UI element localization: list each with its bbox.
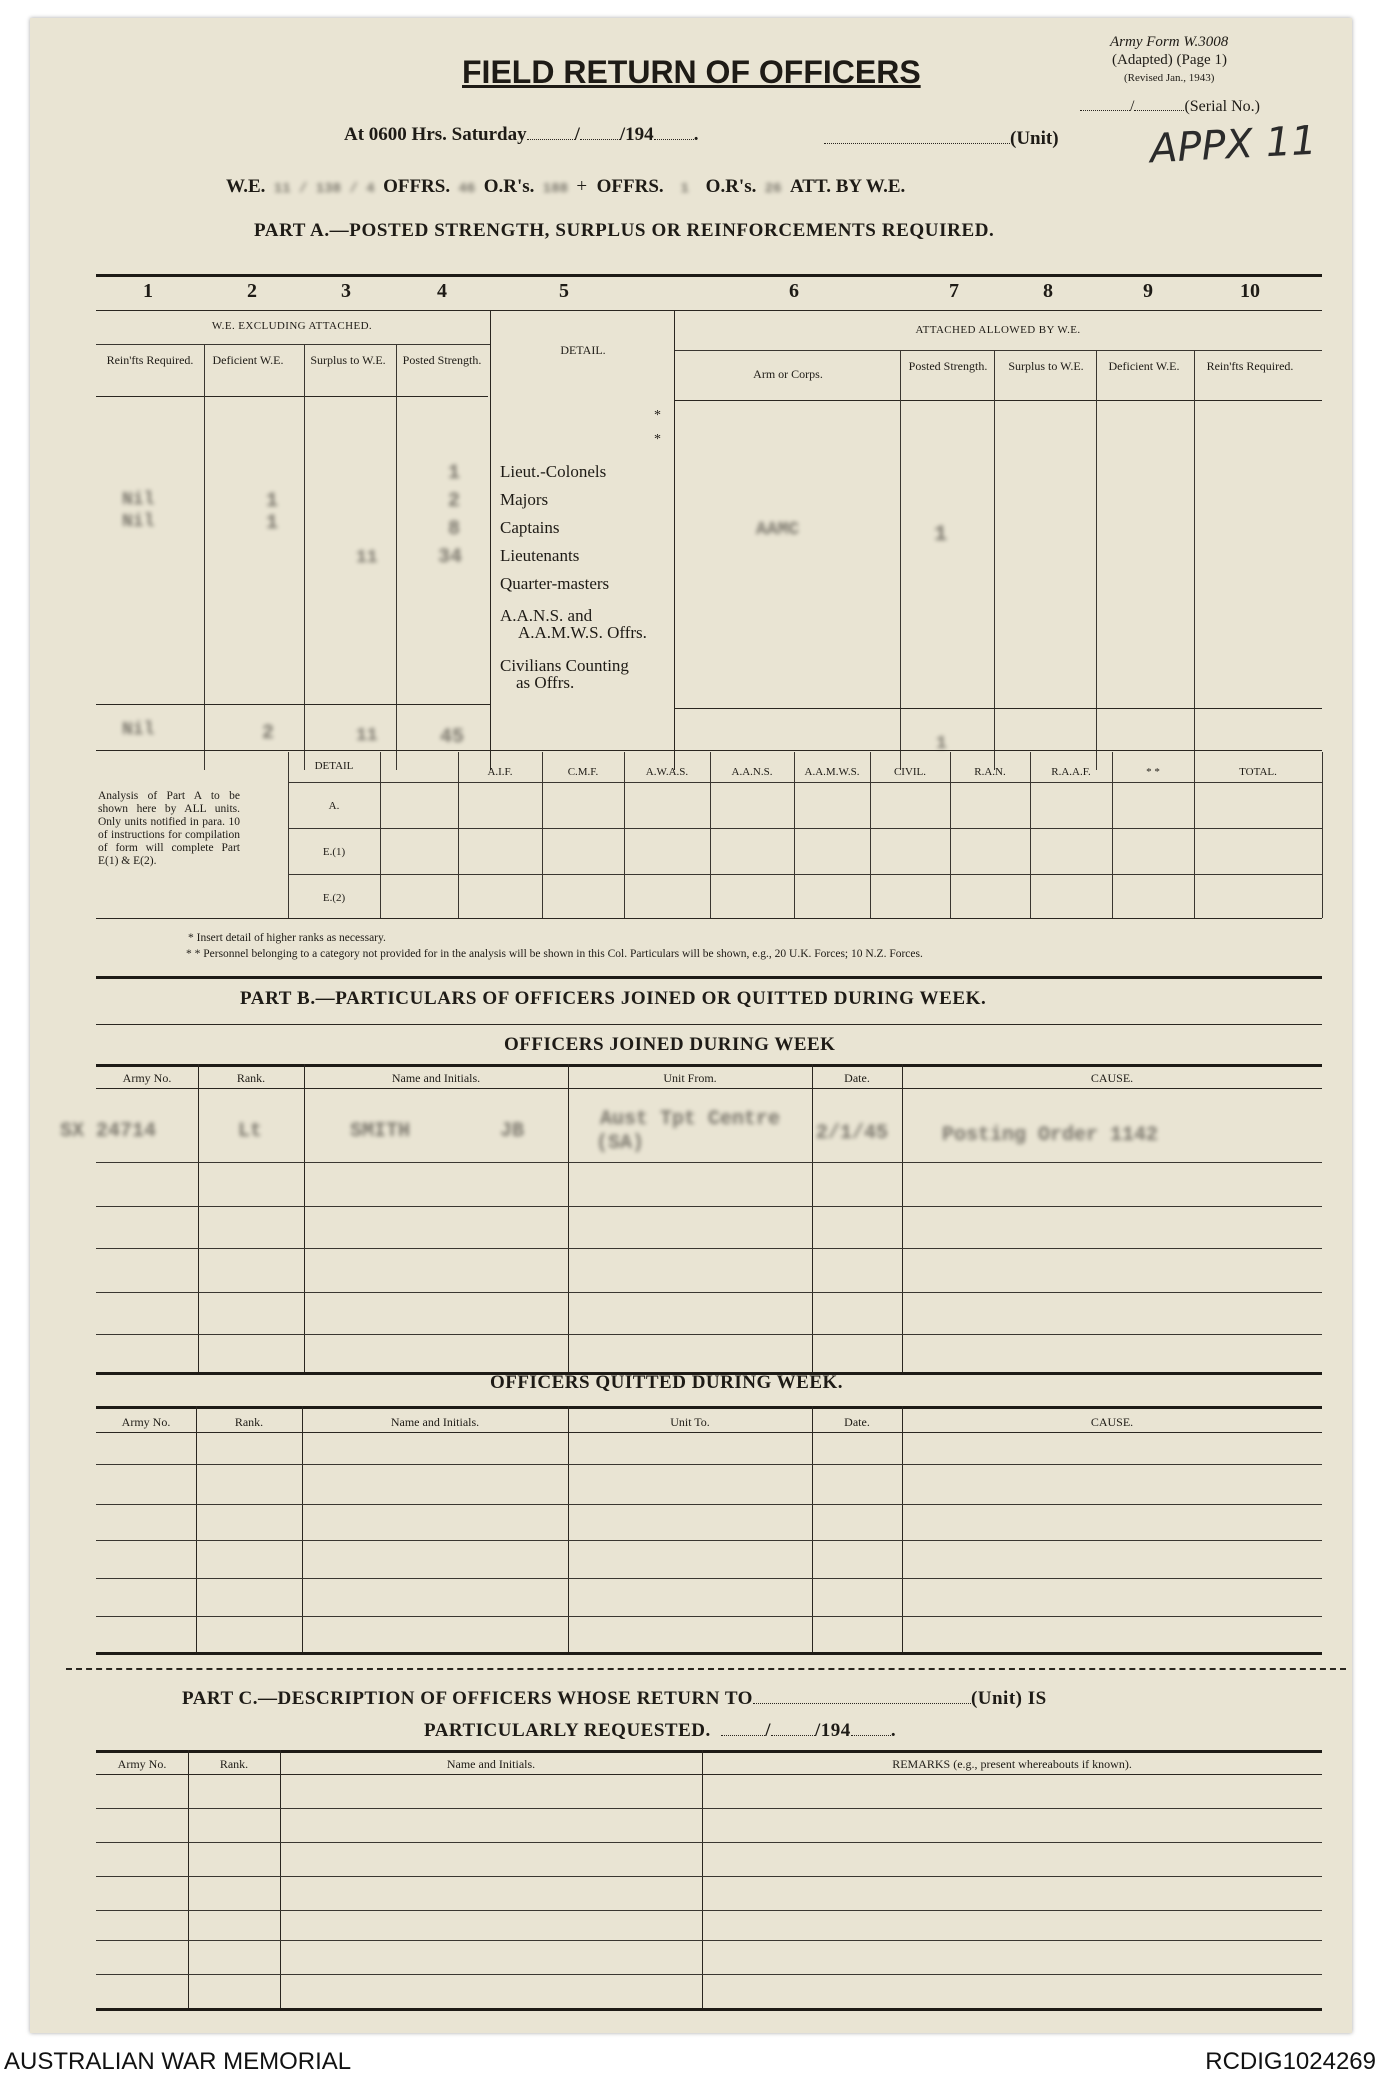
partc-cell[interactable] [190, 1810, 278, 1840]
partc-cell[interactable] [704, 1810, 1320, 1840]
analysis-row-0: A. [328, 800, 340, 812]
quitted-cell[interactable] [814, 1618, 900, 1650]
analysis-note: Analysis of Part A to be shown here by ALL units. Only units notified in para. 10 of instructions for compilation of form will complete Part E(1) & E(2). [98, 790, 240, 867]
joined-header-4: Date. [844, 1071, 870, 1085]
attached-posted-value: 1 [934, 522, 948, 547]
header-reinfts-required: Rein'fts Required. [106, 353, 194, 367]
analysis-col-6: A.A.M.W.S. [804, 766, 860, 778]
partc-cell[interactable] [190, 1878, 278, 1908]
asterisk-2: * [654, 432, 661, 447]
joined-unit-from-1: Aust Tpt Centre [600, 1108, 781, 1131]
quitted-header-3: Unit To. [670, 1415, 710, 1429]
partc-cell[interactable] [282, 1912, 700, 1938]
partc-cell[interactable] [282, 1976, 700, 2006]
analysis-col-2: A.I.F. [487, 766, 513, 778]
arm-corps-value: AAMC [756, 520, 800, 540]
quitted-cell[interactable] [98, 1542, 194, 1576]
col-number-7: 7 [949, 280, 959, 302]
quitted-cell[interactable] [814, 1580, 900, 1614]
analysis-col-3: C.M.F. [567, 766, 599, 778]
col-number-6: 6 [789, 280, 799, 302]
quitted-cell[interactable] [198, 1506, 300, 1538]
partc-cell[interactable] [704, 1942, 1320, 1972]
quitted-cell[interactable] [98, 1580, 194, 1614]
joined-cell[interactable] [904, 1294, 1320, 1332]
partc-cell[interactable] [98, 1810, 186, 1840]
analysis-col-0: DETAIL [314, 760, 354, 772]
joined-cell[interactable] [570, 1250, 810, 1290]
quitted-cell[interactable] [304, 1618, 566, 1650]
quitted-cell[interactable] [904, 1618, 1320, 1650]
quitted-cell[interactable] [570, 1542, 810, 1576]
partc-cell[interactable] [704, 1976, 1320, 2006]
total-reinfts-value: Nil [122, 720, 155, 740]
rank-majors: Majors [500, 490, 549, 509]
quitted-cell[interactable] [304, 1542, 566, 1576]
joined-cell[interactable] [814, 1090, 900, 1160]
footer-record-id: RCDIG1024269 [1205, 2048, 1376, 2075]
partc-cell[interactable] [704, 1844, 1320, 1874]
quitted-cell[interactable] [814, 1434, 900, 1462]
quitted-header-0: Army No. [121, 1415, 171, 1429]
partc-cell[interactable] [704, 1776, 1320, 1806]
quitted-cell[interactable] [904, 1542, 1320, 1576]
group-attached-allowed: ATTACHED ALLOWED BY W.E. [915, 324, 1081, 336]
joined-cell[interactable] [306, 1164, 566, 1204]
we-strength-line: W.E. 11 / 138 / 4 OFFRS. 46 O.R's. 188 + OFFRS. 1 O.R's. 26 ATT. BY W.E. [226, 176, 906, 197]
header-arm-or-corps: Arm or Corps. [753, 367, 823, 381]
analysis-col-11: TOTAL. [1239, 766, 1277, 778]
partc-header-0: Army No. [117, 1757, 167, 1771]
rank-aamws: A.A.M.W.S. Offrs. [518, 623, 647, 642]
partc-cell[interactable] [190, 1976, 278, 2006]
handwritten-appendix-note: APPX 11 [1148, 117, 1318, 173]
posted-lieuts-value: 34 [438, 546, 463, 569]
joined-date: 2/1/45 [816, 1122, 889, 1145]
total-deficient-value: 2 [262, 722, 275, 745]
col-number-9: 9 [1143, 280, 1153, 302]
joined-name: SMITH [350, 1120, 411, 1143]
quitted-cell[interactable] [570, 1580, 810, 1614]
joined-cell[interactable] [98, 1090, 196, 1160]
joined-cell[interactable] [904, 1090, 1320, 1160]
footnote-other-personnel: * * Personnel belonging to a category not provided for in the analysis will be shown in this Col. Particulars will be shown, e.g., 20 U.K. Forces; 10 N.Z. Forces. [186, 948, 923, 960]
joined-army-no: SX 24714 [60, 1120, 157, 1143]
joined-cell[interactable] [904, 1208, 1320, 1246]
posted-ltcol-value: 1 [448, 462, 461, 485]
part-a-heading: PART A.—POSTED STRENGTH, SURPLUS OR REINFORCEMENTS REQUIRED. [254, 220, 995, 241]
quitted-cell[interactable] [98, 1434, 194, 1462]
joined-heading: OFFICERS JOINED DURING WEEK [504, 1034, 836, 1055]
joined-header-3: Unit From. [663, 1071, 717, 1085]
deficient-captains-value: 1 [266, 512, 279, 535]
quitted-cell[interactable] [570, 1466, 810, 1502]
joined-cell[interactable] [570, 1336, 810, 1370]
quitted-cell[interactable] [904, 1434, 1320, 1462]
quitted-header-1: Rank. [234, 1415, 264, 1429]
analysis-row-1: E.(1) [322, 846, 346, 858]
partc-cell[interactable] [282, 1878, 700, 1908]
serial-field[interactable]: / (Serial No.) [1080, 98, 1260, 116]
quitted-cell[interactable] [904, 1580, 1320, 1614]
total-attached-value: 1 [936, 734, 947, 754]
joined-cell[interactable] [98, 1164, 196, 1204]
joined-cell[interactable] [200, 1294, 302, 1332]
quitted-cell[interactable] [98, 1506, 194, 1538]
quitted-cell[interactable] [904, 1466, 1320, 1502]
joined-cell[interactable] [904, 1336, 1320, 1370]
quitted-cell[interactable] [304, 1580, 566, 1614]
reinfts-captains-value: Nil [122, 512, 155, 532]
partc-cell[interactable] [98, 1844, 186, 1874]
header-posted-strength: Posted Strength. [402, 353, 482, 367]
quitted-cell[interactable] [814, 1506, 900, 1538]
joined-cell[interactable] [814, 1250, 900, 1290]
quitted-cell[interactable] [98, 1618, 194, 1650]
col-number-10: 10 [1240, 280, 1260, 302]
joined-cause: Posting Order 1142 [942, 1124, 1159, 1147]
col-number-2: 2 [247, 280, 257, 302]
part-c-subheading[interactable]: PARTICULARLY REQUESTED. / /194 . [424, 1720, 897, 1741]
joined-cell[interactable] [814, 1164, 900, 1204]
at-hours-line[interactable]: At 0600 Hrs. Saturday / /194 . [344, 124, 699, 145]
joined-header-1: Rank. [236, 1071, 266, 1085]
reinfts-majors-value: Nil [122, 490, 155, 510]
unit-field[interactable]: (Unit) [824, 128, 1059, 150]
quitted-cell[interactable] [98, 1466, 194, 1502]
quitted-cell[interactable] [304, 1434, 566, 1462]
partc-header-2: Name and Initials. [446, 1757, 536, 1771]
analysis-col-5: A.A.N.S. [731, 766, 773, 778]
quitted-cell[interactable] [814, 1542, 900, 1576]
joined-cell[interactable] [200, 1336, 302, 1370]
col-number-1: 1 [143, 280, 153, 302]
part-b-heading: PART B.—PARTICULARS OF OFFICERS JOINED OR QUITTED DURING WEEK. [240, 988, 987, 1009]
joined-cell[interactable] [570, 1208, 810, 1246]
surplus-lieuts-value: 11 [356, 548, 378, 568]
quitted-cell[interactable] [570, 1434, 810, 1462]
joined-cell[interactable] [200, 1090, 302, 1160]
col-number-3: 3 [341, 280, 351, 302]
quitted-cell[interactable] [304, 1506, 566, 1538]
joined-cell[interactable] [200, 1208, 302, 1246]
quitted-cell[interactable] [570, 1506, 810, 1538]
quitted-cell[interactable] [198, 1618, 300, 1650]
partc-cell[interactable] [282, 1844, 700, 1874]
quitted-cell[interactable] [814, 1466, 900, 1502]
partc-cell[interactable] [704, 1912, 1320, 1938]
header-surplus-to-we: Surplus to W.E. [310, 353, 386, 367]
quitted-cell[interactable] [198, 1542, 300, 1576]
joined-cell[interactable] [306, 1090, 566, 1160]
joined-cell[interactable] [306, 1250, 566, 1290]
asterisk-1: * [654, 408, 661, 423]
quitted-header-2: Name and Initials. [390, 1415, 480, 1429]
rank-lieut-colonels: Lieut.-Colonels [500, 462, 607, 481]
posted-captains-value: 8 [448, 518, 461, 541]
partc-cell[interactable] [190, 1844, 278, 1874]
partc-cell[interactable] [190, 1776, 278, 1806]
rank-lieutenants: Lieutenants [500, 546, 580, 565]
analysis-col-9: R.A.A.F. [1051, 766, 1091, 778]
group-we-excluding-attached: W.E. EXCLUDING ATTACHED. [211, 320, 373, 332]
quitted-cell[interactable] [198, 1580, 300, 1614]
joined-cell[interactable] [98, 1208, 196, 1246]
form-revised: (Revised Jan., 1943) [1124, 72, 1215, 84]
analysis-col-7: CIVIL. [893, 766, 927, 778]
joined-initials: JB [500, 1120, 525, 1143]
joined-cell[interactable] [200, 1250, 302, 1290]
partc-cell[interactable] [282, 1776, 700, 1806]
joined-header-2: Name and Initials. [391, 1071, 481, 1085]
detail-header: DETAIL. [560, 343, 606, 357]
form-title: FIELD RETURN OF OFFICERS [462, 54, 921, 90]
footer-institution: AUSTRALIAN WAR MEMORIAL [4, 2048, 352, 2075]
joined-cell[interactable] [306, 1208, 566, 1246]
joined-rank: Lt [238, 1120, 263, 1143]
analysis-col-10: * * [1146, 766, 1160, 778]
form-paper [30, 18, 1352, 2033]
cut-line [66, 1668, 1346, 1670]
col-number-4: 4 [437, 280, 447, 302]
total-posted-value: 45 [440, 726, 465, 749]
rank-as-offrs: as Offrs. [516, 673, 575, 692]
partc-cell[interactable] [98, 1776, 186, 1806]
form-number: Army Form W.3008 [1110, 34, 1229, 50]
header-reinfts-attached: Rein'fts Required. [1206, 359, 1294, 373]
total-surplus-value: 11 [356, 726, 378, 746]
quitted-heading: OFFICERS QUITTED DURING WEEK. [490, 1372, 844, 1393]
joined-cell[interactable] [570, 1164, 810, 1204]
quitted-cell[interactable] [198, 1466, 300, 1502]
joined-cell[interactable] [814, 1208, 900, 1246]
joined-cell[interactable] [98, 1336, 196, 1370]
partc-header-1: Rank. [219, 1757, 249, 1771]
quitted-cell[interactable] [904, 1506, 1320, 1538]
header-posted-strength-attached: Posted Strength. [908, 359, 988, 373]
joined-cell[interactable] [200, 1164, 302, 1204]
joined-cell[interactable] [570, 1090, 810, 1160]
joined-header-0: Army No. [122, 1071, 172, 1085]
joined-cell[interactable] [904, 1164, 1320, 1204]
quitted-header-5: CAUSE. [1090, 1415, 1134, 1429]
joined-cell[interactable] [306, 1294, 566, 1332]
partc-cell[interactable] [282, 1942, 700, 1972]
rank-civilians: Civilians Counting [500, 656, 629, 675]
joined-cell[interactable] [814, 1294, 900, 1332]
joined-header-5: CAUSE. [1090, 1071, 1134, 1085]
joined-cell[interactable] [98, 1250, 196, 1290]
quitted-header-4: Date. [844, 1415, 870, 1429]
analysis-row-2: E.(2) [322, 892, 346, 904]
col-number-5: 5 [559, 280, 569, 302]
partc-cell[interactable] [190, 1942, 278, 1972]
analysis-col-8: R.A.N. [974, 766, 1006, 778]
posted-majors-value: 2 [448, 490, 461, 513]
quitted-cell[interactable] [304, 1466, 566, 1502]
quitted-cell[interactable] [570, 1618, 810, 1650]
partc-cell[interactable] [190, 1912, 278, 1938]
partc-cell[interactable] [98, 1976, 186, 2006]
part-c-heading[interactable]: PART C.—DESCRIPTION OF OFFICERS WHOSE RETURN TO (Unit) IS [182, 1688, 1047, 1709]
partc-cell[interactable] [98, 1942, 186, 1972]
partc-header-3: REMARKS (e.g., present whereabouts if known). [892, 1757, 1132, 1771]
partc-cell[interactable] [98, 1912, 186, 1938]
partc-cell[interactable] [282, 1810, 700, 1840]
col-number-8: 8 [1043, 280, 1053, 302]
joined-cell[interactable] [98, 1294, 196, 1332]
joined-cell[interactable] [814, 1336, 900, 1370]
rank-captains: Captains [500, 518, 560, 537]
joined-cell[interactable] [570, 1294, 810, 1332]
rank-quarter-masters: Quarter-masters [500, 574, 610, 593]
footnote-higher-ranks: * Insert detail of higher ranks as necessary. [188, 932, 386, 944]
quitted-cell[interactable] [198, 1434, 300, 1462]
header-deficient-we: Deficient W.E. [212, 353, 284, 367]
partc-cell[interactable] [98, 1878, 186, 1908]
header-deficient-attached: Deficient W.E. [1108, 359, 1180, 373]
header-surplus-attached: Surplus to W.E. [1008, 359, 1084, 373]
joined-cell[interactable] [904, 1250, 1320, 1290]
partc-cell[interactable] [704, 1878, 1320, 1908]
form-adapted: (Adapted) (Page 1) [1112, 52, 1227, 68]
rank-aans: A.A.N.S. and [500, 606, 593, 625]
analysis-col-4: A.W.A.S. [645, 766, 689, 778]
joined-unit-from-2: (SA) [596, 1132, 645, 1155]
deficient-majors-value: 1 [266, 490, 279, 513]
joined-cell[interactable] [306, 1336, 566, 1370]
